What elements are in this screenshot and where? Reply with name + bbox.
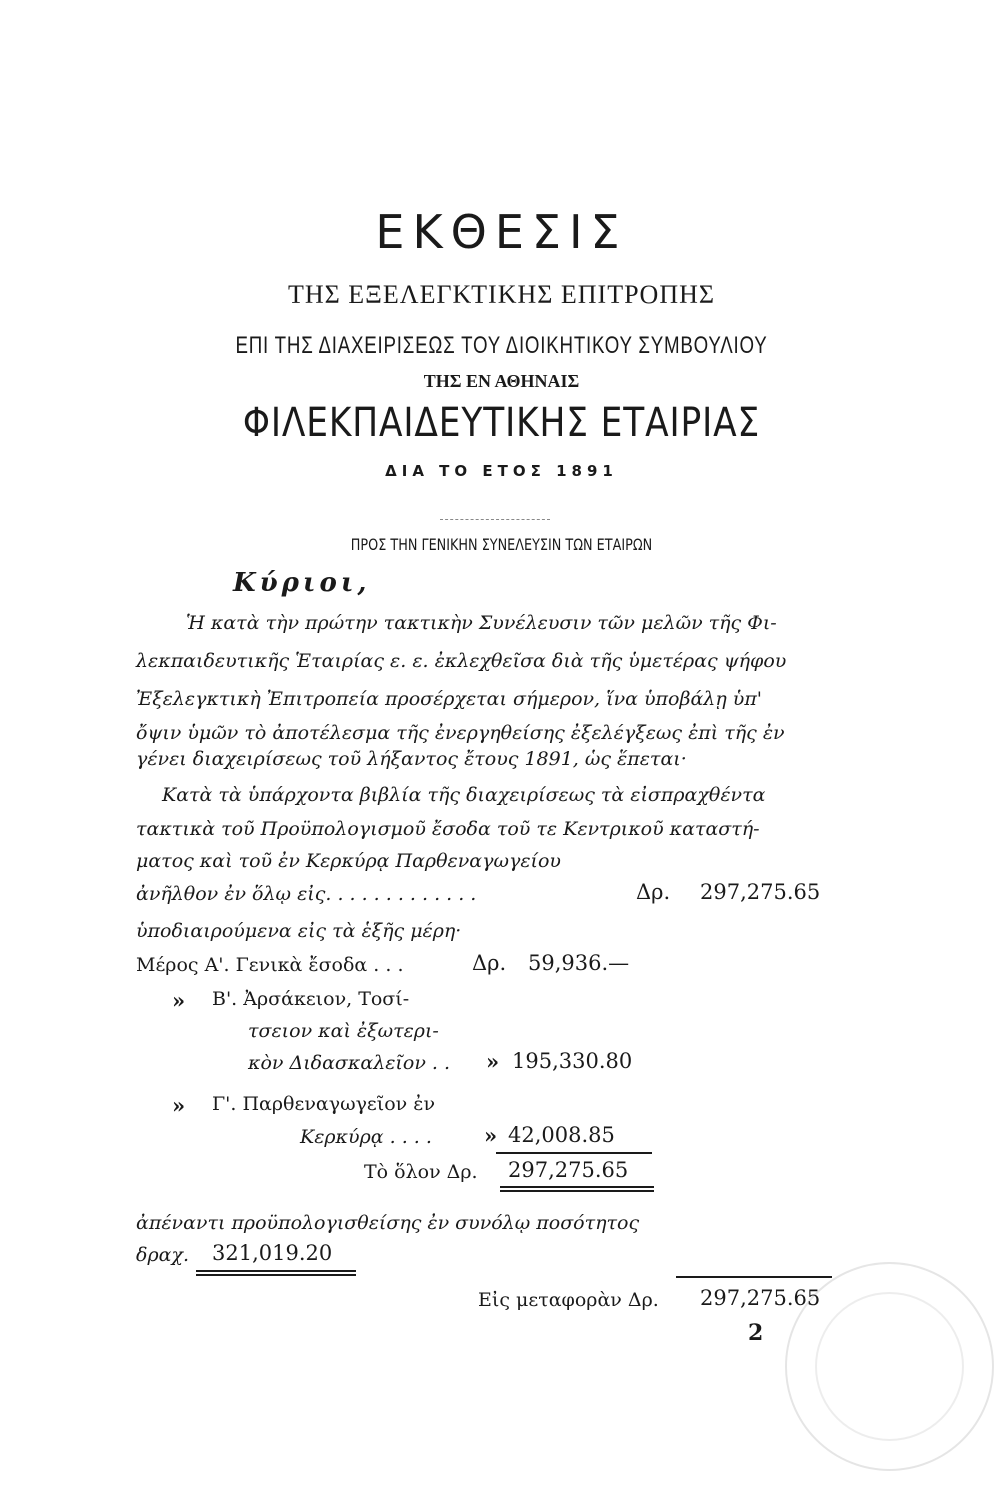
part-b-line: Β'. Ἀρσάκειον, Τοσί- [212,988,410,1010]
location-line: ΤΗΣ ΕΝ ΑΘΗΝΑΙΣ [423,371,580,391]
year-line: ΔΙΑ ΤΟ ΕΤΟΣ 1891 [385,462,618,480]
part-c-ditto-mark: » [172,1093,186,1118]
sum-double-rule [500,1186,654,1192]
paragraph1-line: γένει διαχειρίσεως τοῦ λήξαντος ἔτους 1891, ὡς ἕπεται· [136,748,687,770]
paragraph1-line: λεκπαιδευτικῆς Ἑταιρίας ε. ε. ἐκλεχθεῖσα διὰ τῆς ὑμετέρας ψήφου [136,650,787,672]
subdivision-intro: ὑποδιαιρούμενα εἰς τὰ ἑξῆς μέρη· [136,920,462,942]
part-a-amount: 59,936.— [528,951,630,975]
sum-label: Τὸ ὅλον Δρ. [364,1161,478,1183]
part-b-ditto-mark: » [486,1049,500,1074]
paragraph2-line: ματος καὶ τοῦ ἐν Κερκύρᾳ Παρθεναγωγείου [136,850,561,872]
page-number: 2 [748,1320,764,1346]
part-c-ditto-mark: » [484,1123,498,1148]
part-a-currency: Δρ. [472,951,507,975]
society-name: ΦΙΛΕΚΠΑΙΔΕΥΤΙΚΗΣ ΕΤΑΙΡΙΑΣ [242,400,761,446]
budget-label: δραχ. [136,1244,189,1266]
budget-double-rule [196,1270,356,1276]
part-c-amount: 42,008.85 [508,1123,615,1147]
administration-line: ΕΠΙ ΤΗΣ ΔΙΑΧΕΙΡΙΣΕΩΣ ΤΟΥ ΔΙΟΙΚΗΤΙΚΟΥ ΣΥΜΒΟΥΛΙΟΥ [235,332,768,359]
part-b-ditto-mark: » [172,988,186,1013]
total-currency: Δρ. [636,880,671,904]
carry-rule [676,1276,832,1278]
committee-line: ΤΗΣ ΕΞΕΛΕΓΚΤΙΚΗΣ ΕΠΙΤΡΟΠΗΣ [287,280,716,309]
paragraph2-line: Κατὰ τὰ ὑπάρχοντα βιβλία τῆς διαχειρίσεως τὰ εἰσπραχθέντα [162,784,766,806]
part-c-line: Κερκύρᾳ . . . . [300,1126,432,1148]
paragraph1-line: Ἡ κατὰ τὴν πρώτην τακτικὴν Συνέλευσιν τῶν μελῶν τῆς Φι- [186,612,777,634]
total-amount: 297,275.65 [700,880,821,904]
part-a-label: Μέρος Α'. Γενικὰ ἔσοδα . . . [136,954,404,976]
divider [440,519,550,520]
salutation: Κύριοι, [233,568,371,598]
part-b-line: κὸν Διδασκαλεῖον . . [248,1052,451,1074]
budget-line: ἀπέναντι προϋπολογισθείσης ἐν συνόλῳ ποσότητος [136,1212,640,1234]
subtotal-rule [496,1152,652,1154]
paragraph2-line: τακτικὰ τοῦ Προϋπολογισμοῦ ἔσοδα τοῦ τε Κεντρικοῦ καταστή- [136,818,760,840]
carry-label: Εἰς μεταφορὰν Δρ. [478,1289,659,1311]
addressee-line: ΠΡΟΣ ΤΗΝ ΓΕΝΙΚΗΝ ΣΥΝΕΛΕΥΣΙΝ ΤΩΝ ΕΤΑΙΡΩΝ [350,535,653,554]
paragraph1-line: ὄψιν ὑμῶν τὸ ἀποτέλεσμα τῆς ἐνεργηθείσης ἐξελέγξεως ἐπὶ τῆς ἐν [136,722,785,744]
sum-amount: 297,275.65 [508,1158,629,1182]
part-b-line: τσειον καὶ ἐξωτερι- [248,1020,439,1042]
report-title: ΕΚΘΕΣΙΣ [375,205,628,259]
part-b-amount: 195,330.80 [512,1049,633,1073]
paragraph1-line: Ἐξελεγκτικὴ Ἐπιτροπεία προσέρχεται σήμερον, ἵνα ὑποβάλῃ ὑπ' [136,688,763,710]
carry-amount: 297,275.65 [700,1286,821,1310]
total-label: ἀνῆλθον ἐν ὅλῳ εἰς. . . . . . . . . . . . . [136,883,477,905]
budget-amount: 321,019.20 [212,1241,333,1265]
part-c-line: Γ'. Παρθεναγωγεῖον ἐν [212,1093,435,1115]
